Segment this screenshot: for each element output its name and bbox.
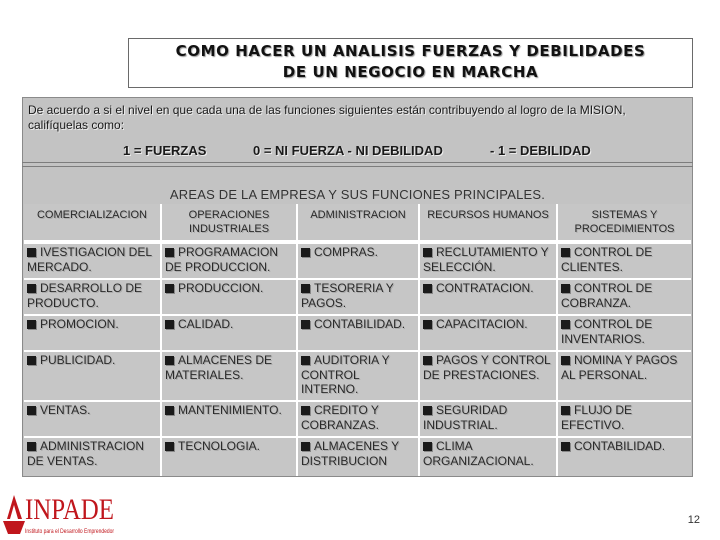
table-cell bbox=[298, 316, 418, 350]
table-cell-label: CONTROL DE CLIENTES. bbox=[561, 245, 653, 274]
table-cell-label: DESARROLLO DE PRODUCTO. bbox=[27, 281, 143, 310]
table-cell-label: ADMINISTRACION DE VENTAS. bbox=[27, 439, 145, 468]
table-cell-label: NOMINA Y PAGOS AL PERSONAL. bbox=[561, 353, 678, 382]
checkbox-bullet-icon bbox=[423, 248, 432, 257]
table-cell-label: CONTABILIDAD. bbox=[574, 439, 666, 453]
checkbox-bullet-icon bbox=[301, 356, 310, 365]
table-cell bbox=[558, 316, 691, 350]
checkbox-bullet-icon bbox=[165, 284, 174, 293]
table-cell-label: PAGOS Y CONTROL DE PRESTACIONES. bbox=[423, 353, 551, 382]
table-header-cell: SISTEMAS Y PROCEDIMIENTOS bbox=[558, 204, 691, 240]
table-title: AREAS DE LA EMPRESA Y SUS FUNCIONES PRINCIPALES. bbox=[169, 187, 546, 202]
table-cell-label: CONTABILIDAD. bbox=[314, 317, 406, 331]
table-cell bbox=[420, 352, 556, 400]
table-cell-label: IVESTIGACION DEL MERCADO. bbox=[27, 245, 152, 274]
table-header-cell: COMERCIALIZACION bbox=[24, 204, 160, 240]
table-cell bbox=[24, 438, 160, 476]
table-cell-label: TECNOLOGIA. bbox=[178, 439, 261, 453]
checkbox-bullet-icon bbox=[27, 320, 36, 329]
table-cell-label: PRODUCCION. bbox=[178, 281, 264, 295]
checkbox-bullet-icon bbox=[423, 442, 432, 451]
table-cell bbox=[24, 352, 160, 400]
checkbox-bullet-icon bbox=[301, 442, 310, 451]
table-cell bbox=[24, 402, 160, 436]
legend-neutral: 0 = NI FUERZA - NI DEBILIDAD bbox=[253, 143, 443, 158]
svg-text:Instituto para el Desarrollo E: Instituto para el Desarrollo Emprendedor bbox=[25, 529, 114, 535]
table-header-cell: ADMINISTRACION bbox=[298, 204, 418, 240]
table-cell bbox=[162, 244, 296, 278]
checkbox-bullet-icon bbox=[165, 442, 174, 451]
table-cell bbox=[24, 316, 160, 350]
checkbox-bullet-icon bbox=[301, 406, 310, 415]
checkbox-bullet-icon bbox=[561, 284, 570, 293]
table-cell bbox=[420, 438, 556, 476]
table-cell bbox=[298, 280, 418, 314]
table-cell-label: VENTAS. bbox=[40, 403, 91, 417]
table-cell-label: ALMACENES DE MATERIALES. bbox=[165, 353, 273, 382]
checkbox-bullet-icon bbox=[165, 356, 174, 365]
inpade-logo bbox=[3, 489, 116, 538]
table-cell-label: COMPRAS. bbox=[314, 245, 379, 259]
checkbox-bullet-icon bbox=[301, 248, 310, 257]
intro-text: De acuerdo a si el nivel en que cada una de las funciones siguientes están contribuyendo al logro de la MISION, califíquelas como: bbox=[28, 103, 626, 132]
table-cell bbox=[420, 402, 556, 436]
table-cell bbox=[162, 438, 296, 476]
checkbox-bullet-icon bbox=[27, 284, 36, 293]
checkbox-bullet-icon bbox=[165, 320, 174, 329]
table-cell bbox=[298, 244, 418, 278]
checkbox-bullet-icon bbox=[561, 248, 570, 257]
table-header-cell: RECURSOS HUMANOS bbox=[420, 204, 556, 240]
checkbox-bullet-icon bbox=[423, 406, 432, 415]
legend-weakness: - 1 = DEBILIDAD bbox=[490, 143, 591, 158]
slide-title-line-1: COMO HACER UN ANALISIS FUERZAS Y DEBILIDADES bbox=[175, 42, 646, 60]
checkbox-bullet-icon bbox=[561, 356, 570, 365]
table-cell bbox=[558, 352, 691, 400]
table-cell-label: PROMOCION. bbox=[40, 317, 119, 331]
checkbox-bullet-icon bbox=[423, 356, 432, 365]
checkbox-bullet-icon bbox=[165, 406, 174, 415]
checkbox-bullet-icon bbox=[165, 248, 174, 257]
table-cell bbox=[24, 280, 160, 314]
table-cell-label: CONTRATACION. bbox=[436, 281, 534, 295]
table-cell-label: CONTROL DE COBRANZA. bbox=[561, 281, 653, 310]
slide-title-line-2: DE UN NEGOCIO EN MARCHA bbox=[282, 63, 539, 81]
table-cell-label: MANTENIMIENTO. bbox=[178, 403, 282, 417]
title-box bbox=[128, 38, 693, 88]
table-cell-label: TESORERIA Y PAGOS. bbox=[301, 281, 394, 310]
table-cell bbox=[298, 352, 418, 400]
table-cell-label: CONTROL DE INVENTARIOS. bbox=[561, 317, 653, 346]
table-cell bbox=[558, 244, 691, 278]
functions-table bbox=[24, 204, 691, 476]
checkbox-bullet-icon bbox=[561, 406, 570, 415]
table-cell-label: CALIDAD. bbox=[178, 317, 234, 331]
checkbox-bullet-icon bbox=[561, 320, 570, 329]
divider-line bbox=[22, 162, 693, 163]
table-cell bbox=[298, 438, 418, 476]
checkbox-bullet-icon bbox=[27, 248, 36, 257]
table-cell bbox=[162, 280, 296, 314]
page-number: 12 bbox=[687, 514, 700, 526]
table-cell bbox=[558, 438, 691, 476]
table-cell-label: SEGURIDAD INDUSTRIAL. bbox=[423, 403, 508, 432]
table-cell-label: CAPACITACION. bbox=[436, 317, 528, 331]
table-cell-label: FLUJO DE EFECTIVO. bbox=[561, 403, 633, 432]
table-cell-label: RECLUTAMIENTO Y SELECCIÓN. bbox=[423, 245, 549, 274]
table-cell-label: PROGRAMACION DE PRODUCCION. bbox=[165, 245, 279, 274]
checkbox-bullet-icon bbox=[423, 320, 432, 329]
table-header-cell: OPERACIONES INDUSTRIALES bbox=[162, 204, 296, 240]
checkbox-bullet-icon bbox=[301, 284, 310, 293]
table-cell bbox=[420, 316, 556, 350]
checkbox-bullet-icon bbox=[27, 356, 36, 365]
table-cell bbox=[558, 280, 691, 314]
divider-line bbox=[22, 166, 693, 167]
table-cell bbox=[298, 402, 418, 436]
table-cell-label: CLIMA ORGANIZACIONAL. bbox=[423, 439, 534, 468]
checkbox-bullet-icon bbox=[27, 442, 36, 451]
checkbox-bullet-icon bbox=[27, 406, 36, 415]
checkbox-bullet-icon bbox=[423, 284, 432, 293]
table-cell bbox=[420, 244, 556, 278]
table-cell-label: ALMACENES Y DISTRIBUCION bbox=[301, 439, 399, 468]
table-cell bbox=[162, 402, 296, 436]
checkbox-bullet-icon bbox=[301, 320, 310, 329]
table-cell-label: AUDITORIA Y CONTROL INTERNO. bbox=[301, 353, 390, 396]
table-cell bbox=[558, 402, 691, 436]
legend-strength: 1 = FUERZAS bbox=[123, 143, 207, 158]
table-cell-label: PUBLICIDAD. bbox=[40, 353, 116, 367]
svg-text:INPADE: INPADE bbox=[25, 493, 114, 526]
table-cell bbox=[420, 280, 556, 314]
table-cell bbox=[162, 352, 296, 400]
checkbox-bullet-icon bbox=[561, 442, 570, 451]
table-cell-label: CREDITO Y COBRANZAS. bbox=[301, 403, 380, 432]
table-cell bbox=[24, 244, 160, 278]
table-cell bbox=[162, 316, 296, 350]
